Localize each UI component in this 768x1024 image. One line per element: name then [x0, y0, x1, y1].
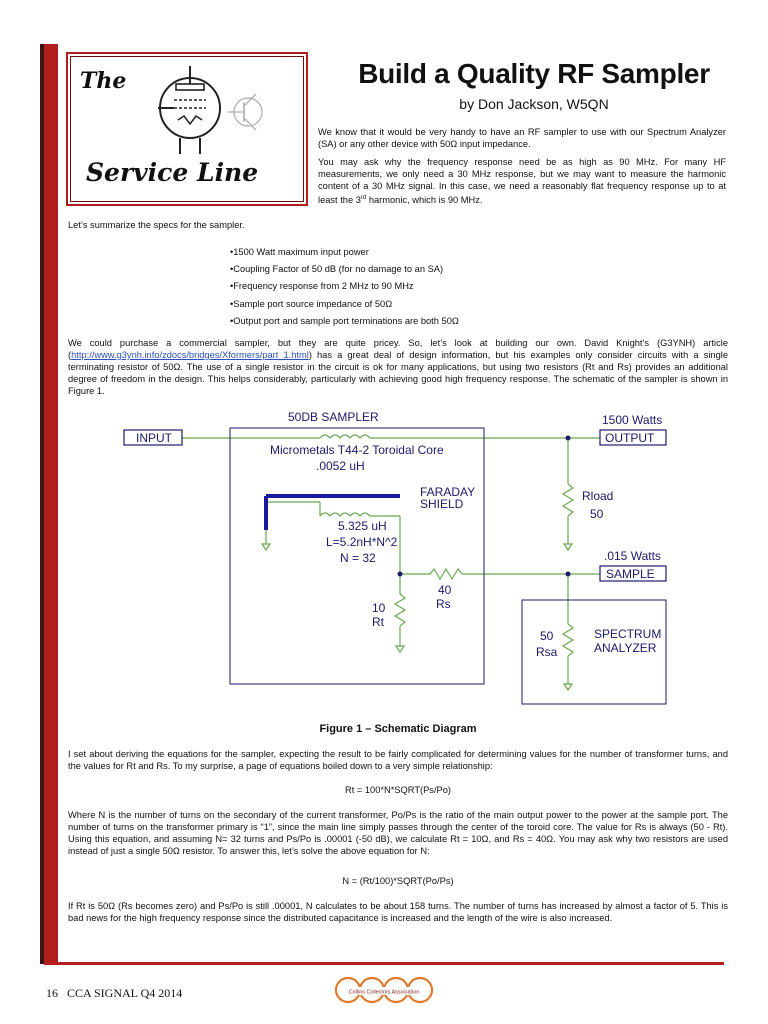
- rs-value: 40: [438, 583, 452, 597]
- output-watts-label: 1500 Watts: [602, 413, 663, 427]
- spec-item: •Frequency response from 2 MHz to 90 MHz: [230, 281, 414, 292]
- footer-rule: [44, 962, 724, 965]
- equation-n: N = (Rt/100)*SQRT(Po/Ps): [342, 876, 454, 886]
- primary-label: .0052 uH: [316, 459, 365, 473]
- intro-paragraph-2: [318, 156, 726, 206]
- paragraph-derivation: I set about deriving the equations for the sampler, expecting the result to be fairly complicated for determining values for the number of transformer turns, and the values for Rt and Rs. To my surprise, a page of equations boiled down to a very simple relationship:: [68, 749, 728, 771]
- ground-symbols: [262, 544, 572, 690]
- para3-b: ) has a great deal of design information, but his examples only consider circuits with a single terminating resistor of 50Ω. The use of a single resistor in the circuit is ok for many applications, but using two resistors (Rt and Rs) provides an additional degree of freedom in the design. This helps considerably, particularly with achieving good high frequency response. The schematic of the sampler is shown in Figure 1.: [68, 350, 728, 396]
- intro-p2-b: harmonic, which is 90 MHz.: [366, 195, 483, 206]
- rsa-value: 50: [540, 629, 554, 643]
- service-line-logo: [66, 52, 308, 206]
- core-label: Micrometals T44-2 Toroidal Core: [270, 443, 444, 457]
- junction-dot: [566, 572, 571, 577]
- rt-label: Rt: [372, 615, 384, 629]
- sa-label-2: ANALYZER: [594, 641, 657, 655]
- equation-rt: Rt = 100*N*SQRT(Ps/Po): [344, 785, 451, 795]
- para3-a: We could purchase a commercial sampler, but they are quite pricey. So, let’s look at building our own. David Knight’s (G3YNH) article (: [68, 338, 728, 360]
- intro-p2-sup: rd: [360, 195, 367, 201]
- secondary-label: 5.325 uH: [338, 519, 387, 533]
- intro-text: [318, 126, 726, 212]
- paragraph-explanation: Where N is the number of turns on the secondary of the current transformer, Po/Ps is the ratio of the main output power to the power at the sample port. The number of turns on the transformer primary is “1”, since the main line simply passes through the center of the toroid core. The value for Rs is always (50 - Rt). Using this equation, and assuming N= 32 turns and Ps/Po is .00001 (-50 dB), we calculate Rt = 10Ω, and Rs = 40Ω. You may ask why two resistors are used instead of just a single 50Ω resistor. To answer this, let’s solve the above equation for N:: [68, 810, 728, 856]
- formula-label: L=5.2nH*N^2: [326, 535, 398, 549]
- input-port-label: INPUT: [136, 431, 172, 445]
- rload-label: Rload: [582, 489, 614, 503]
- spec-item: •Output port and sample port terminations are both 50Ω: [230, 315, 459, 326]
- paragraph-conclusion: If Rt is 50Ω (Rs becomes zero) and Ps/Po is still .00001, N calculates to be about 158 turns. The number of turns has increased by almost a factor of 5. This is bad news for the high frequency response since the distributed capacitance is increased and the length of the wire is also increased.: [68, 901, 728, 923]
- figure-caption: Figure 1 – Schematic Diagram: [319, 723, 477, 735]
- intro-paragraph-1: We know that it would be very handy to have an RF sampler to use with our Spectrum Analyzer (SA) or any other device with 50Ω input impedance.: [318, 127, 726, 149]
- intro-p2-a: You may ask why the frequency response need be as high as 90 MHz. For many HF measurements, we only need a 30 MHz response, but we may want to measure the harmonic content of a 30 MHz signal. In this case, we need a reasonably flat frequency response up to at least the 3: [318, 157, 726, 206]
- faraday-label-1: FARADAY: [420, 485, 476, 499]
- vacuum-tube-icon: [148, 64, 268, 156]
- sample-watts-label: .015 Watts: [604, 549, 661, 563]
- rsa-label: Rsa: [536, 645, 558, 659]
- summary-text: Let’s summarize the specs for the sampler.: [68, 220, 245, 230]
- cca-logo-text: Collins Collectors Association: [348, 989, 420, 996]
- spec-item: •Sample port source impedance of 50Ω: [230, 298, 393, 309]
- spec-item: •1500 Watt maximum input power: [230, 247, 369, 257]
- sa-label-1: SPECTRUM: [594, 627, 662, 641]
- junction-dot: [398, 572, 403, 577]
- cca-logo: [334, 976, 434, 1006]
- rload-value: 50: [590, 507, 604, 521]
- spec-list: [230, 244, 630, 330]
- output-port-label: OUTPUT: [605, 431, 655, 445]
- rt-value: 10: [372, 601, 386, 615]
- schematic-title: 50DB SAMPLER: [288, 410, 379, 424]
- g3ynh-article-link[interactable]: http://www.g3ynh.info/zdocs/bridges/Xformers/part_1.html: [71, 350, 309, 360]
- page-number: 16: [46, 986, 58, 1000]
- article-byline: by Don Jackson, W5QN: [459, 96, 609, 112]
- logo-the: The: [80, 68, 127, 94]
- faraday-label-2: SHIELD: [420, 497, 464, 511]
- paragraph-commercial: [68, 337, 728, 397]
- schematic-diagram: [120, 404, 680, 716]
- sample-port-label: SAMPLE: [606, 567, 655, 581]
- page-footer: [46, 986, 182, 1001]
- publication-name: CCA SIGNAL Q4 2014: [67, 986, 183, 1000]
- spec-item: •Coupling Factor of 50 dB (for no damage to an SA): [230, 264, 444, 275]
- logo-service-line: Service Line: [86, 158, 259, 187]
- junction-dot: [566, 436, 571, 441]
- article-title: Build a Quality RF Sampler: [358, 58, 710, 89]
- left-accent-bar: [44, 44, 58, 964]
- turns-label: N = 32: [340, 551, 376, 565]
- rs-label: Rs: [436, 597, 451, 611]
